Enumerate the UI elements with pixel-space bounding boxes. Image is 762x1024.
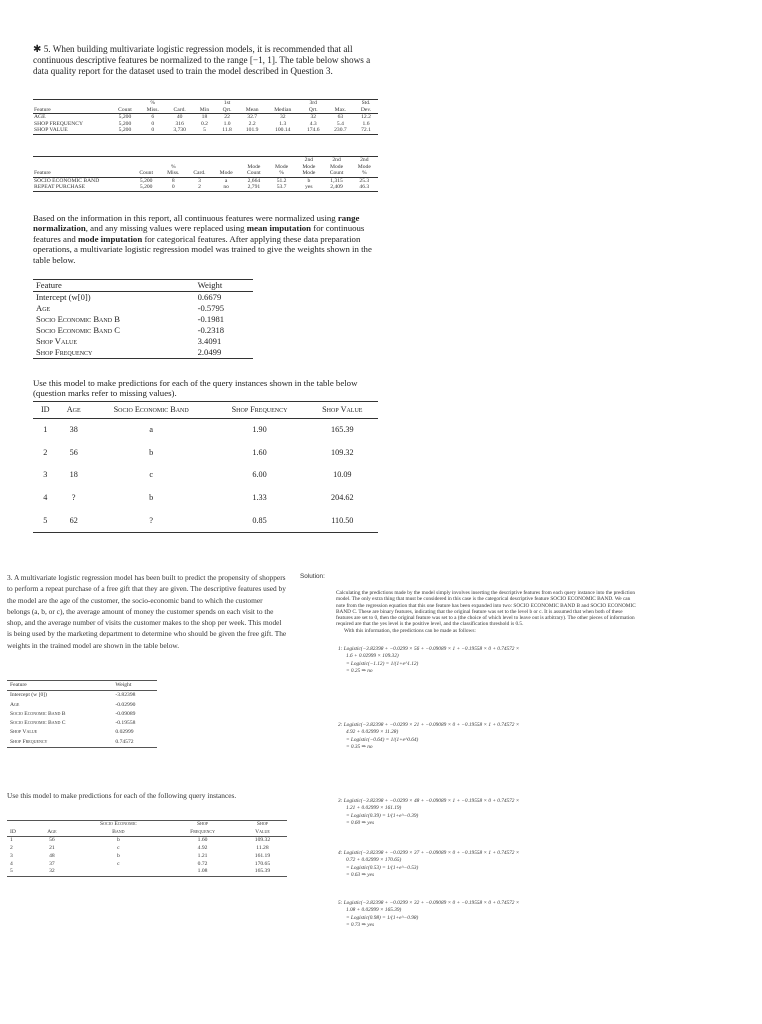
table-cell: b (149, 447, 154, 457)
table-cell (70, 868, 168, 876)
header-cell: Dev. (354, 107, 378, 114)
solution-label: Solution: (300, 573, 325, 580)
solution-paragraph: Calculating the predictions made by the model simply involves inserting the descriptive features from each query instance into the prediction model. The only extra thing that must be considered in this case is the categorical descriptive feature SOCIO ECONOMIC BAND. We can note from the regression equation that this one feature has been expanded into two: SOCIO ECONOMIC BAND B and SOCIO ECONOMIC BAND C. These are binary features, indicating that the original feature was set to the level b or c. It is assumed that when both of these features are set to 0, then the original feature was set to a (the choice of which level to leave out is arbitrary). The other pieces of information required are that the yes level is the positive level, and the classification threshold is 0.5. (336, 590, 636, 628)
emphasis-text: mean imputation (246, 223, 312, 234)
header-cell (33, 157, 132, 164)
table-cell: 5,200 (118, 120, 132, 127)
header-cell: Min (193, 107, 215, 114)
header-cell: Std. (361, 100, 371, 106)
header-cell: Count (240, 170, 268, 177)
table-cell: 2 (10, 845, 13, 852)
table-row (7, 837, 287, 845)
table-cell: 11.8 (216, 127, 239, 134)
header-cell: 1st (223, 100, 231, 106)
step-line: = Logistic(−1.12) = 1/(1+e^1.12) (346, 660, 419, 667)
table-cell: 3 (198, 177, 201, 184)
table-cell: 109.32 (254, 837, 271, 844)
q5-weights-table (33, 279, 253, 359)
header-cell: Shop Value (307, 402, 378, 419)
header-cell: Mean (238, 107, 265, 114)
header-cell: Band (70, 829, 168, 837)
table-cell: 0.02999 (115, 729, 134, 736)
table-cell: 12.2 (361, 114, 371, 121)
table-cell: 6 (151, 114, 155, 121)
table-row (7, 861, 287, 869)
table-cell: 3,730 (166, 127, 193, 134)
table-cell: 161.19 (254, 852, 271, 859)
table-cell: 40 (176, 114, 183, 121)
table-row (7, 701, 157, 710)
header-cell: % (268, 170, 295, 177)
table-cell: 100.14 (266, 127, 300, 134)
table-cell: Intercept (w [0]) (10, 692, 47, 699)
table-row (33, 303, 253, 314)
table-cell: 109.32 (331, 447, 354, 457)
table-cell: 4.92 (197, 845, 208, 852)
table-cell: 8 (171, 177, 175, 184)
header-cell (160, 157, 186, 164)
table-cell: Age (36, 303, 51, 313)
header-cell (240, 157, 268, 164)
question-5 (33, 44, 378, 78)
table-cell: 3.4091 (197, 336, 222, 346)
step-line: 0.72 + 0.02999 × 170.65) (346, 857, 402, 864)
table-cell: Intercept (w[0]) (36, 292, 91, 302)
table-header-row (7, 681, 157, 691)
table-header-row (33, 164, 378, 171)
table-cell: -0.19558 (115, 720, 136, 727)
step-line: = 0.60 ⇒ yes (346, 820, 375, 827)
table-cell: Shop Value (36, 336, 77, 346)
table-header-row (33, 280, 253, 292)
table-cell: 63 (337, 114, 344, 121)
header-cell: Qrt. (300, 107, 327, 114)
table-cell: 56 (49, 837, 55, 844)
step-line: = 0.25 ⇒ no (346, 668, 373, 675)
table-cell: Socio Economic Band C (36, 325, 120, 335)
table-header-row (33, 170, 378, 177)
table-cell: 1.08 (197, 868, 208, 875)
categorical-features-table (33, 156, 378, 192)
table-cell: 1 (10, 837, 13, 844)
table-row (7, 853, 287, 861)
table-row (33, 114, 378, 121)
step-line: 1: Logistic(−3.82398 + −0.0299 × 56 + −0.09089 × 1 + −0.19558 × 0 + 0.74572 × (338, 646, 520, 652)
solution-step-2 (338, 722, 638, 752)
header-cell: Mode (275, 163, 289, 170)
table-row (7, 719, 157, 728)
table-cell: -3.82398 (115, 692, 136, 699)
table-cell: b (116, 837, 120, 844)
header-cell: 2nd (304, 157, 314, 163)
step-line: = 0.73 ⇒ yes (346, 922, 375, 929)
table-cell: 51.2 (276, 177, 287, 184)
table-row (33, 464, 378, 487)
step-line: 2: Logistic(−3.82398 + −0.0299 × 21 + −0.09089 × 0 + −0.19558 × 1 + 0.74572 × (338, 722, 520, 728)
header-cell: Card. (186, 170, 212, 177)
header-cell: Value (238, 829, 287, 837)
table-row (7, 691, 157, 701)
header-cell (33, 164, 132, 171)
asterisk-icon: ✱ (33, 44, 42, 55)
table-header-row (7, 829, 287, 837)
table-cell: 230.7 (327, 127, 354, 134)
table-cell: 174.6 (300, 127, 327, 134)
table-cell: 170.65 (254, 860, 271, 867)
header-cell: Mode (357, 163, 371, 170)
header-cell: % (150, 100, 156, 106)
header-cell (213, 164, 240, 171)
emphasis-text: mode imputation (77, 233, 143, 244)
header-cell: Weight (195, 280, 253, 292)
header-cell: Miss. (160, 170, 186, 177)
table-row (33, 177, 378, 184)
q3-query-intro: Use this model to make predictions for each of the following query instances. (7, 791, 237, 800)
table-cell: 1.90 (252, 425, 267, 435)
table-cell: Socio Economic Band B (10, 710, 66, 717)
table-cell: 10.09 (333, 470, 352, 480)
table-cell: 18 (201, 114, 208, 121)
header-cell: Shop (256, 821, 269, 827)
table-cell: 11.28 (256, 845, 269, 852)
table-cell: a (149, 425, 153, 435)
table-cell: 3 (10, 852, 13, 859)
table-row (33, 325, 253, 336)
table-cell: REPEAT PURCHASE (33, 184, 132, 191)
table-row (33, 292, 253, 304)
table-cell: 1.60 (252, 447, 267, 457)
header-cell: Mode (213, 170, 240, 177)
header-cell: 3rd (309, 100, 317, 106)
table-cell: 2.0499 (197, 347, 222, 357)
table-cell: 204.62 (331, 493, 354, 503)
step-line: = Logistic(0.53) = 1/(1+e^−0.53) (346, 864, 419, 871)
step-line: 1.21 + 0.02999 × 161.19) (346, 805, 402, 812)
table-row (7, 728, 157, 737)
table-cell: 5.4 (336, 120, 344, 127)
q5-query-table (33, 401, 378, 533)
table-cell: -0.5795 (197, 303, 225, 313)
header-cell: Mode (330, 163, 344, 170)
table-cell: no (213, 184, 240, 191)
step-line: 1.6 + 0.02999 × 109.32) (346, 653, 399, 660)
table-header-row (33, 100, 378, 107)
table-cell: 4 (10, 860, 13, 867)
header-cell: Qrt. (216, 107, 239, 114)
table-cell: 6.00 (252, 470, 267, 480)
header-cell: Socio Economic (100, 821, 137, 827)
table-cell: 2,409 (322, 184, 350, 191)
table-cell: 22 (224, 114, 230, 121)
table-cell: SHOP FREQUENCY (34, 120, 84, 127)
solution-step-4 (338, 850, 638, 880)
header-cell (268, 157, 295, 164)
table-cell: 21 (49, 845, 55, 852)
table-row (33, 336, 253, 347)
header-cell: Feature (33, 170, 132, 177)
table-cell: 101.9 (238, 127, 265, 134)
table-row (7, 738, 157, 748)
question-intro: When building multivariate logistic regression models, it is recommended that all continuous descriptive features be normalized to the range [−1, 1]. The table below shows a data quality report for the dataset used to train the model described in Question 3. (33, 44, 371, 77)
table-cell: -0.09089 (115, 710, 136, 717)
table-cell: 5 (43, 515, 48, 525)
question-number: 5. (43, 44, 51, 54)
header-cell: Card. (166, 107, 193, 114)
table-cell: 2 (43, 447, 48, 457)
table-row (7, 868, 287, 876)
header-cell: Feature (33, 280, 195, 292)
header-cell (238, 100, 265, 107)
table-cell: 48 (49, 852, 55, 859)
table-cell: 2,791 (240, 184, 268, 191)
table-cell: c (117, 845, 120, 852)
table-cell: b (307, 177, 311, 184)
header-cell (132, 164, 160, 171)
header-cell: Age (34, 829, 69, 837)
table-cell: 4 (43, 493, 48, 503)
table-cell: 62 (69, 515, 78, 525)
step-line: = Logistic(0.98) = 1/(1+e^−0.98) (346, 914, 419, 921)
header-cell: % (170, 163, 176, 170)
table-cell: 32 (49, 868, 55, 875)
table-cell: -0.02990 (115, 701, 136, 708)
step-line: 5: Logistic(−3.82398 + −0.0299 × 32 + −0.09089 × 0 + −0.19558 × 0 + 0.74572 × (338, 900, 520, 906)
step-line: = 0.35 ⇒ no (346, 744, 373, 751)
header-cell: ID (33, 402, 58, 419)
table-cell: 0 (151, 120, 155, 127)
table-header-row (7, 821, 287, 829)
header-cell (327, 100, 354, 107)
header-cell: 2nd (360, 157, 369, 163)
table-cell: Age (10, 701, 20, 708)
header-cell: Weight (112, 681, 157, 691)
table-row (33, 127, 378, 134)
header-cell: Mode (247, 163, 261, 170)
header-cell: 2nd (332, 157, 341, 163)
header-cell (186, 164, 212, 171)
step-line: = Logistic(0.39) = 1/(1+e^−0.39) (346, 812, 419, 819)
header-cell (33, 100, 111, 107)
header-cell: Count (132, 170, 160, 177)
table-cell: AGE (34, 114, 46, 121)
table-cell: 1,315 (330, 177, 343, 184)
table-cell: 53.7 (268, 184, 295, 191)
table-cell: 18 (69, 470, 78, 480)
question-3-text: 3. A multivariate logistic regression model has been built to predict the propensity of shoppers to perform a repeat purchase of a free gift that they are given. The descriptive features used by the model are the age of the customer, the socio-economic band to which the customer belongs (a, b, or c), the average amount of money the customer spends on each visit to the shop, and the average number of visits the customer makes to the shop per week. This model is being used by the marketing department to determine who should be given the free gift. The weights in the trained model are shown in the table below. (7, 573, 287, 650)
table-cell: Shop Frequency (36, 347, 93, 357)
table-cell: 110.50 (331, 515, 354, 525)
table-cell: c (149, 470, 153, 480)
solution-step-1 (338, 646, 638, 676)
table-cell: 165.39 (254, 868, 271, 875)
header-cell (186, 157, 212, 164)
solution-lead: With this information, the predictions can be made as follows: (344, 627, 476, 634)
table-row (7, 845, 287, 853)
table-row (33, 442, 378, 465)
header-cell: Socio Economic Band (90, 402, 213, 419)
normalization-paragraph (33, 213, 378, 265)
table-cell: SHOP VALUE (33, 127, 111, 134)
header-cell: Feature (33, 107, 111, 114)
table-cell: b (116, 852, 120, 859)
table-cell: 0.85 (252, 515, 267, 525)
table-cell: 0 (160, 184, 186, 191)
table-cell: 1.21 (197, 852, 208, 859)
paragraph-text: for categorical features. After applying these data preparation operations, a multivariate logistic regression model was trained to give the weights shown in the table below. (33, 233, 372, 265)
table-cell: 32 (279, 114, 286, 121)
table-cell: yes (295, 184, 322, 191)
table-cell: 38 (69, 425, 78, 435)
table-row (33, 121, 378, 128)
table-row (7, 710, 157, 719)
table-cell: 5,200 (111, 127, 140, 134)
header-cell (166, 100, 193, 107)
step-line: 4: Logistic(−3.82398 + −0.0299 × 37 + −0.09089 × 0 + −0.19558 × 1 + 0.74572 × (338, 850, 520, 856)
header-cell (213, 157, 240, 164)
header-cell (132, 157, 160, 164)
table-cell: 2,664 (247, 177, 261, 184)
header-cell: Miss. (139, 107, 166, 114)
table-cell: 5,200 (139, 177, 153, 184)
header-cell: Shop Frequency (212, 402, 306, 419)
table-cell: -0.2318 (197, 325, 225, 335)
table-row (33, 184, 378, 191)
table-cell: c (117, 860, 120, 867)
header-cell: Count (322, 170, 350, 177)
header-cell: Count (111, 107, 140, 114)
table-cell: 0.74572 (115, 738, 134, 745)
table-cell: 5,200 (118, 114, 132, 121)
header-cell (111, 100, 140, 107)
table-cell: 37 (49, 860, 55, 867)
table-header-row (33, 402, 378, 419)
table-row (33, 487, 378, 510)
table-cell: 5 (10, 868, 13, 875)
table-cell: 316 (175, 120, 184, 127)
table-header-row (33, 107, 378, 114)
header-cell: Mode (302, 163, 316, 170)
table-cell: 5,200 (132, 184, 160, 191)
step-line: = 0.63 ⇒ yes (346, 872, 375, 879)
header-cell: % (351, 170, 378, 177)
table-cell: 32.7 (247, 114, 258, 121)
table-cell: b (149, 493, 154, 503)
table-cell: 0.2 (200, 120, 208, 127)
table-cell: 0 (139, 127, 166, 134)
table-row (33, 347, 253, 359)
table-cell: 32 (310, 114, 317, 121)
q3-query-table (7, 820, 287, 877)
table-cell: 1.0 (223, 120, 231, 127)
paragraph-text: , and any missing values were replaced using (85, 223, 245, 234)
table-cell: Shop Frequency (10, 738, 48, 745)
table-cell: 2 (186, 184, 212, 191)
table-cell: 4.3 (309, 120, 317, 127)
table-row (33, 314, 253, 325)
header-cell: Age (58, 402, 90, 419)
table-cell: SOCIO ECONOMIC BAND (34, 177, 100, 184)
header-cell: Feature (7, 681, 112, 691)
header-cell: Median (266, 107, 300, 114)
header-cell (7, 821, 34, 829)
query-intro: Use this model to make predictions for each of the query instances shown in the table below (question marks refer to missing values). (33, 378, 358, 399)
table-cell: 56 (69, 447, 78, 457)
header-cell (34, 821, 69, 829)
table-cell: 1.3 (279, 120, 287, 127)
table-cell: Socio Economic Band B (36, 314, 120, 324)
step-line: = Logistic(−0.64) = 1/(1+e^0.64) (346, 736, 419, 743)
table-cell: Shop Value (10, 729, 38, 736)
table-cell: 0.72 (197, 860, 208, 867)
table-cell: 1 (43, 425, 48, 435)
table-cell: Socio Economic Band C (10, 720, 66, 727)
paragraph-text: Based on the information in this report, all continuous features were normalized using (33, 213, 336, 223)
header-cell: Frequency (167, 829, 238, 837)
table-row (33, 509, 378, 532)
step-line: 4.92 + 0.02999 × 11.28) (346, 729, 399, 736)
emphasis-text: range normalization (33, 213, 360, 234)
header-cell: Max. (327, 107, 354, 114)
solution-step-3 (338, 798, 638, 828)
table-cell: 1.33 (252, 493, 267, 503)
table-cell: 72.1 (354, 127, 378, 134)
paragraph-text: for continuous features and (33, 223, 365, 244)
step-line: 3: Logistic(−3.82398 + −0.0299 × 48 + −0.09089 × 1 + −0.19558 × 0 + 0.74572 × (338, 798, 520, 804)
table-cell: ? (71, 493, 76, 503)
q3-weights-table (7, 680, 157, 748)
table-cell: 3 (43, 470, 48, 480)
header-cell (266, 100, 300, 107)
table-cell: -0.1981 (197, 314, 225, 324)
table-header-row (33, 157, 378, 164)
table-cell: a (224, 177, 228, 184)
table-cell: 5 (193, 127, 215, 134)
solution-text (336, 590, 636, 634)
table-cell: 1.6 (362, 120, 370, 127)
header-cell: Mode (295, 170, 322, 177)
step-line: 1.08 + 0.02999 × 165.39) (346, 907, 402, 914)
solution-step-5 (338, 900, 638, 930)
table-row (33, 419, 378, 442)
table-cell: 0.6679 (197, 292, 222, 302)
table-cell: 46.3 (351, 184, 378, 191)
continuous-features-table (33, 99, 378, 135)
header-cell: ID (7, 829, 34, 837)
table-cell: 2.2 (248, 120, 256, 127)
table-cell: 165.39 (331, 425, 354, 435)
table-cell: 1.60 (197, 837, 208, 844)
header-cell (193, 100, 215, 107)
header-cell: Shop (196, 821, 209, 827)
table-cell: 25.3 (359, 177, 370, 184)
table-cell: ? (149, 515, 153, 525)
